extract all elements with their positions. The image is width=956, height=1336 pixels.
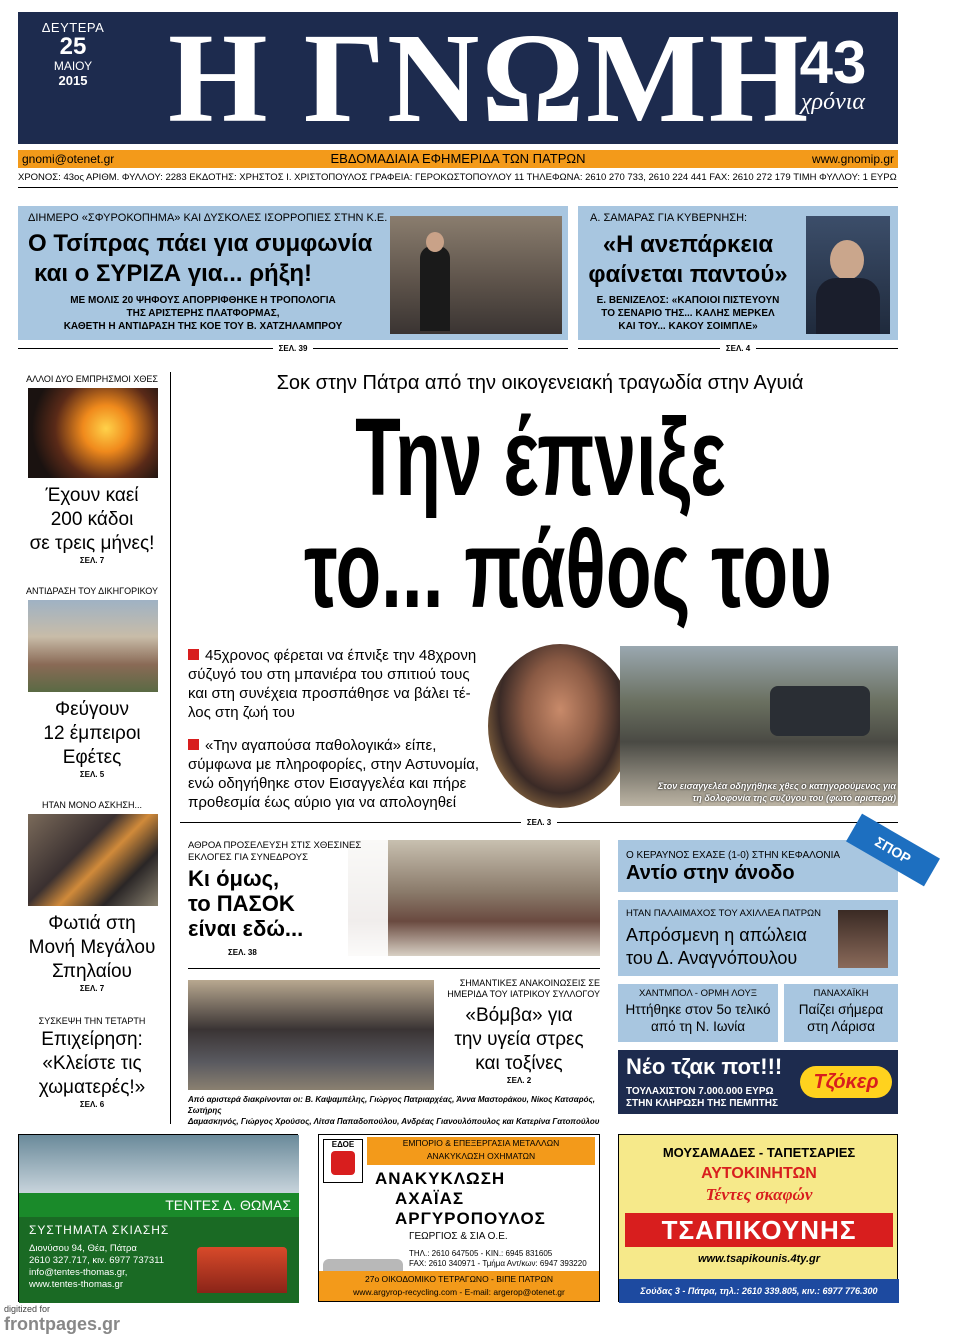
headline-line: Φωτιά στη — [48, 913, 136, 934]
issue-month: ΜΑΙΟΥ — [53, 59, 93, 73]
page-ref: ΣΕΛ. 6 — [79, 1100, 105, 1109]
para-text: «Την αγαπούσα παθολογικά» είπε, — [205, 737, 437, 754]
edoe-logo — [323, 1139, 363, 1183]
banner-line: ΑΝΑΚΥΚΛΩΣΗ ΟΧΗΜΑΤΩΝ — [426, 1151, 536, 1161]
headline-line: 12 έμπειροι — [43, 723, 141, 744]
name-line: ΑΧΑΪΑΣ — [395, 1189, 465, 1208]
page-ref-text: ΣΕΛ. 39 — [273, 344, 314, 353]
subhead-line: ΜΕ ΜΟΛΙΣ 20 ΨΗΦΟΥΣ ΑΠΟΡΡΙΦΘΗΚΕ Η ΤΡΟΠΟΛΟΓΙΑ — [70, 295, 336, 306]
story-headline-line1: Ο Τσίπρας πάει για συμφωνία — [28, 230, 373, 257]
ad-bottom-banner — [319, 1271, 599, 1301]
page-ref — [578, 344, 898, 353]
headline-line: Σπηλαίου — [52, 961, 132, 982]
story-kicker: ΔΙΗΜΕΡΟ «ΣΦΥΡΟΚΟΠΗΜΑ» ΚΑΙ ΔΥΣΚΟΛΕΣ ΙΣΟΡΡΟΠΙΕΣ ΣΤΗΝ Κ.Ε. — [28, 212, 388, 224]
masthead — [18, 7, 898, 149]
story-headline-line1: «Η ανεπάρκεια — [602, 231, 774, 258]
sport-section-label: ΣΠΟΡ — [846, 814, 940, 887]
ad-arc-text: ΜΟΥΣΑΜΑΔΕΣ - ΤΑΠΕΤΣΑΡΙΕΣ — [662, 1145, 856, 1160]
car-shape — [770, 686, 870, 736]
contact-line: info@tentes-thomas.gr, — [29, 1267, 128, 1278]
speaker-figure — [420, 246, 450, 331]
awning-photo — [19, 1135, 299, 1193]
para-line — [188, 736, 488, 755]
kicker-line: ΕΚΛΟΓΕΣ ΓΙΑ ΣΥΝΕΔΡΟΥΣ — [188, 852, 308, 863]
page-ref — [18, 344, 568, 353]
ad-address: Σούδας 3 - Πάτρα, τηλ.: 2610 339.805, κιν.: 6977 776.300 — [619, 1279, 899, 1303]
page-ref: ΣΕΛ. 7 — [79, 984, 105, 993]
issue-date — [18, 20, 128, 88]
page-ref — [180, 818, 898, 827]
contact-line: FAX: 2610 340971 - Τμήμα Αντ/κων: 6947 393220 — [409, 1259, 587, 1268]
name-line: ΑΡΓΥΡΟΠΟΥΛΟΣ — [395, 1209, 546, 1228]
story-headline — [618, 1001, 778, 1035]
sport-story-handball[interactable] — [618, 984, 778, 1042]
main-story-kicker: Σοκ στην Πάτρα από την οικογενειακή τραγωδία στην Αγυιά — [276, 372, 804, 394]
joker-jackpot-banner[interactable] — [618, 1050, 898, 1114]
red-bullet-icon — [188, 649, 199, 660]
main-headline-line1[interactable] — [180, 398, 900, 518]
headline-line: Απρόσμενη η απώλεια — [626, 925, 807, 945]
headline-line: την υγεία στρες — [454, 1029, 584, 1050]
subhead-line: ΤΟΥΛΑΧΙΣΤΟΝ 7.000.000 ΕΥΡΩ — [626, 1086, 774, 1097]
subhead-line: ΚΑΘΕΤΗ Η ΑΝΤΙΔΡΑΣΗ ΤΗΣ ΚΟΕ ΤΟΥ Β. ΧΑΤΖΗΛΑΜΠΡΟΥ — [63, 321, 343, 332]
pasok-story[interactable] — [188, 840, 600, 956]
headline-line: το ΠΑΣΟΚ — [188, 891, 295, 916]
contact-line: 2610 327.717, κιν. 6977 737311 — [29, 1255, 165, 1266]
kicker-line: ΑΘΡΟΑ ΠΡΟΣΕΛΕΥΣΗ ΣΤΙΣ ΧΘΕΣΙΝΕΣ — [188, 840, 362, 851]
victim-photo-blurred — [484, 640, 636, 812]
subhead-line: Ε. ΒΕΝΙΖΕΛΟΣ: «ΚΑΠΟΙΟΙ ΠΙΣΤΕΥΟΥΝ — [596, 295, 780, 306]
ad-title: ΤΕΝΤΕΣ Δ. ΘΩΜΑΣ — [19, 1193, 299, 1217]
story-kicker: ΣΥΣΚΕΨΗ ΤΗΝ ΤΕΤΑΡΤΗ — [38, 1016, 146, 1026]
page-ref: ΣΕΛ. 5 — [79, 770, 105, 779]
ad-contact — [409, 1249, 587, 1269]
name-line: ΑΝΑΚΥΚΛΩΣΗ — [375, 1169, 506, 1188]
publication-info: ΧΡΟΝΟΣ: 43ος ΑΡΙΘΜ. ΦΥΛΛΟΥ: 2283 ΕΚΔΟΤΗΣ: ΧΡΗΣΤΟΣ Ι. ΧΡΙΣΤΟΠΟΥΛΟΣ ΓΡΑΦΕΙΑ: ΓΕΡΟΚΩΣΤΟΠΟΥΛΟΥ 11 ΤΗΛΕΦΩΝΑ: 2610 270 733, 2610 224 441 FAX: 2610 272 179 ΤΙΜΗ ΦΥΛΛΟΥ: 1 ΕΥΡΩ — [18, 172, 898, 188]
subhead-line: ΣΤΗΝ ΚΛΗΡΩΣΗ ΤΗΣ ΠΕΜΠΤΗΣ — [626, 1098, 779, 1109]
jackpot-subhead — [626, 1086, 778, 1110]
headline-line: «Βόμβα» για — [465, 1005, 573, 1026]
story-headline — [626, 924, 807, 970]
anniversary-number: 43 — [799, 29, 867, 96]
frontpages-watermark[interactable]: frontpages.gr — [4, 1314, 121, 1334]
para-line: προθεσμία έως αύριο για να απολογηθεί — [188, 794, 457, 811]
story-kicker: ΑΛΛΟΙ ΔΥΟ ΕΜΠΡΗΣΜΟΙ ΧΘΕΣ — [26, 374, 158, 384]
story-kicker — [188, 840, 388, 864]
story-subhead — [18, 294, 388, 333]
story-headline — [784, 1001, 898, 1035]
story-subhead — [578, 294, 798, 333]
ad-tentes-thomas[interactable] — [18, 1134, 298, 1302]
ad-argyropoulos[interactable] — [318, 1134, 600, 1302]
left-story-landfills[interactable] — [18, 1016, 166, 1109]
kicker-line: ΣΗΜΑΝΤΙΚΕΣ ΑΝΑΚΟΙΝΩΣΕΙΣ ΣΕ — [459, 978, 600, 988]
ad-top-banner — [367, 1137, 595, 1165]
story-kicker — [438, 978, 600, 1000]
column-divider — [170, 372, 171, 1124]
contact-line: Διονύσου 94, Θέα, Πάτρα — [29, 1243, 137, 1254]
banner-line: 27ο ΟΙΚΟΔΟΜΙΚΟ ΤΕΤΡΑΓΩΝΟ - ΒΙΠΕ ΠΑΤΡΩΝ — [365, 1274, 553, 1284]
sport-story-panachaiki[interactable] — [784, 984, 898, 1042]
digitized-label: digitized for — [4, 1304, 51, 1314]
headline-line: Επιχείρηση: — [41, 1029, 143, 1050]
speaker-head — [426, 232, 444, 252]
company-legal: ΓΕΩΡΓΙΟΣ & ΣΙΑ Ο.Ε. — [409, 1231, 508, 1242]
portrait-photo — [838, 910, 888, 968]
pasok-text-area — [188, 840, 388, 956]
subhead-line: ΚΑΙ ΤΟΥ... ΚΑΚΟΥ ΣΟΙΜΠΛΕ» — [618, 321, 758, 332]
subhead-line: ΤΗΣ ΑΡΙΣΤΕΡΗΣ ΠΛΑΤΦΟΡΜΑΣ, — [126, 308, 280, 319]
headline-line: Φεύγουν — [55, 699, 129, 720]
headline-line: Εφέτες — [62, 747, 122, 768]
para-line: και στη συνέχεια προσπάθησε να βάλει τέ- — [188, 685, 471, 702]
headline-line: από τη Ν. Ιωνία — [650, 1019, 746, 1034]
jackpot-headline: Νέο τζακ ποτ!!! — [626, 1054, 783, 1079]
left-story-bins[interactable] — [18, 374, 166, 565]
meeting-caption — [188, 1094, 602, 1127]
story-kicker: ΗΤΑΝ ΜΟΝΟ ΑΣΚΗΣΗ... — [42, 800, 142, 810]
sport-story-keraunos[interactable] — [618, 833, 914, 892]
page-ref-text: ΣΕΛ. 3 — [521, 818, 557, 827]
fire-photo — [28, 388, 158, 478]
headline-line: «Κλείστε τις — [42, 1053, 142, 1074]
headline-line: στη Λάρισα — [807, 1019, 875, 1034]
headline-line: Ηττήθηκε στον 5ο τελικό — [625, 1002, 771, 1017]
anniversary-word: χρόνια — [801, 89, 865, 115]
left-story-monastery[interactable] — [18, 800, 166, 993]
story-kicker: ΑΝΤΙΔΡΑΣΗ ΤΟΥ ΔΙΚΗΓΟΡΙΚΟΥ — [25, 586, 159, 596]
story-kicker: Α. ΣΑΜΑΡΑΣ ΓΙΑ ΚΥΒΕΡΝΗΣΗ: — [590, 212, 748, 224]
joker-logo: Τζόκερ — [800, 1066, 892, 1098]
banner-line: ΕΜΠΟΡΙΟ & ΕΠΕΞΕΡΓΑΣΙΑ ΜΕΤΑΛΛΩΝ — [402, 1138, 560, 1148]
story-headline — [18, 698, 166, 770]
samaras-photo — [806, 216, 890, 334]
story-headline — [18, 912, 166, 984]
story-headline-line2: και ο ΣΥΡΙΖΑ για... ρήξη! — [34, 260, 313, 287]
caption-line: Στον εισαγγελέα οδηγήθηκε χθες ο κατηγορούμενος για — [658, 781, 896, 791]
logo-text: ΕΔΟΕ — [331, 1140, 355, 1149]
top-story-tsipras[interactable] — [18, 206, 568, 340]
ad-brand-name: ΤΣΑΠΙΚΟΥΝΗΣ — [625, 1213, 893, 1247]
newspaper-title: Η ΓΝΩΜΗ — [168, 7, 811, 149]
caption-line: τη δολοφονία της συζύγου του (φωτό αριστερά) — [692, 793, 896, 803]
divider — [188, 968, 600, 969]
main-story-paragraph-2 — [188, 736, 488, 812]
kicker-line: ΗΜΕΡΙΔΑ ΤΟΥ ΙΑΤΡΙΚΟΥ ΣΥΛΛΟΓΟΥ — [447, 989, 600, 999]
para-text: 45χρονος φέρεται να έπνιξε την 48χρονη — [205, 647, 477, 664]
headline-line: του Δ. Αναγνόπουλου — [626, 948, 798, 968]
headline-line: σε τρεις μήνες! — [29, 533, 155, 554]
main-story-paragraph-1 — [188, 646, 488, 722]
para-line: σύζυγό του στη μπανιέρα του σπιτιού τους — [188, 666, 470, 683]
headline-line: Κι όμως, — [188, 866, 280, 891]
medical-meeting-photo — [188, 980, 434, 1090]
main-headline-text: Την έπνιξε — [354, 396, 726, 519]
headline-line: και τοξίνες — [475, 1053, 563, 1074]
story-kicker: Ο ΚΕΡΑΥΝΟΣ ΕΧΑΣΕ (1-0) ΣΤΗΝ ΚΕΦΑΛΟΝΙΑ — [626, 850, 841, 861]
courthouse-photo — [28, 600, 158, 692]
issue-year: 2015 — [58, 73, 88, 88]
tsipras-photo — [390, 216, 562, 334]
awning-icon — [197, 1247, 287, 1293]
ad-subtitle: ΣΥΣΤΗΜΑΤΑ ΣΚΙΑΣΗΣ — [29, 1223, 170, 1237]
contact-line: ΤΗΛ.: 2610 647505 - ΚΙΝ.: 6945 831605 — [409, 1249, 553, 1258]
story-kicker: ΠΑΝΑΧΑΪΚΗ — [813, 988, 869, 999]
page-ref-text: ΣΕΛ. 4 — [720, 344, 756, 353]
story-kicker: ΗΤΑΝ ΠΑΛΑΙΜΑΧΟΣ ΤΟΥ ΑΧΙΛΛΕΑ ΠΑΤΡΩΝ — [626, 908, 822, 919]
page-ref: ΣΕΛ. 7 — [79, 556, 105, 565]
main-headline-line2[interactable] — [180, 510, 900, 630]
ad-tagline: Τέντες σκαφών — [705, 1185, 813, 1204]
tagline: ΕΒΔΟΜΑΔΙΑΙΑ ΕΦΗΜΕΡΙΔΑ ΤΩΝ ΠΑΤΡΩΝ — [330, 151, 586, 166]
story-headline-line2: φαίνεται παντού» — [588, 261, 788, 288]
red-bullet-icon — [188, 739, 199, 750]
story-headline — [18, 484, 166, 556]
page-ref: ΣΕΛ. 2 — [506, 1076, 532, 1085]
company-name — [375, 1169, 546, 1229]
recycle-icon — [331, 1151, 355, 1175]
page-ref: ΣΕΛ. 38 — [228, 948, 257, 957]
subhead-line: ΤΟ ΣΕΝΑΡΙΟ ΤΗΣ... ΚΑΛΗΣ ΜΕΡΚΕΛ — [601, 308, 775, 319]
story-headline — [18, 1028, 166, 1100]
para-line — [188, 646, 488, 665]
headline-line: Παίζει σήμερα — [798, 1002, 884, 1017]
story-headline — [438, 1004, 600, 1076]
story-headline — [188, 866, 388, 941]
para-line: λος στη ζωή του — [188, 704, 295, 721]
para-line: ενώ οδηγήθηκε στον Εισαγγελέα και πήρε — [188, 775, 467, 792]
main-headline-text: το... πάθος του — [304, 508, 832, 631]
anniversary-badge — [778, 29, 888, 115]
website-link[interactable]: www.gnomip.gr — [811, 152, 894, 166]
contact-line: www.tentes-thomas.gr — [29, 1279, 123, 1290]
face-shape — [830, 240, 864, 280]
headline-line: είναι εδώ... — [188, 916, 304, 941]
ad-tsapikounis[interactable] — [618, 1134, 898, 1302]
headline-line: χωματερές!» — [38, 1077, 146, 1098]
top-story-samaras[interactable] — [578, 206, 898, 340]
para-line: σύμφωνα με πληροφορίες, στην Αστυνομία, — [188, 756, 480, 773]
headline-line: Μονή Μεγάλου — [28, 937, 156, 958]
headline-line: Έχουν καεί — [45, 485, 139, 506]
email-link[interactable]: gnomi@otenet.gr — [22, 152, 115, 166]
sport-story-anagnopoulos[interactable] — [618, 900, 898, 976]
ad-website[interactable]: www.tsapikounis.4ty.gr — [697, 1253, 821, 1265]
issue-date-number: 25 — [59, 33, 87, 60]
firefighters-photo — [28, 814, 158, 906]
story-kicker: ΧΑΝΤΜΠΟΛ - ΟΡΜΗ ΛΟΥΞ — [639, 988, 757, 999]
tagline-bar — [18, 150, 898, 168]
caption-line: Δαμασκηνός, Γιώργος Χρούσος, Λίτσα Παπαδοπούλου, Ανδρέας Γιανουλόπουλος και Κατερίνα Γατοπούλου — [188, 1117, 600, 1126]
photo-caption — [640, 780, 896, 804]
story-headline: Αντίο στην άνοδο — [626, 862, 795, 884]
story-headline — [578, 230, 798, 290]
banner-line[interactable]: www.argyrop-recycling.com - E-mail: argerop@otenet.gr — [353, 1287, 565, 1297]
bomb-story[interactable] — [438, 978, 600, 1085]
suit-shape — [816, 278, 880, 334]
caption-line: Από αριστερά διακρίνονται οι: Β. Καψαμπέλης, Γιώργος Πατριαρχέας, Άννα Μαστοράκου, Νίκος Κατσαρός, Σωτήρης — [188, 1095, 595, 1115]
issue-day: ΔΕΥΤΕΡΑ — [41, 20, 105, 35]
ad-subtitle: ΑΥΤΟΚΙΝΗΤΩΝ — [701, 1165, 817, 1182]
headline-line: 200 κάδοι — [50, 509, 134, 530]
left-story-judges[interactable] — [18, 586, 166, 779]
ad-contact — [29, 1243, 164, 1291]
